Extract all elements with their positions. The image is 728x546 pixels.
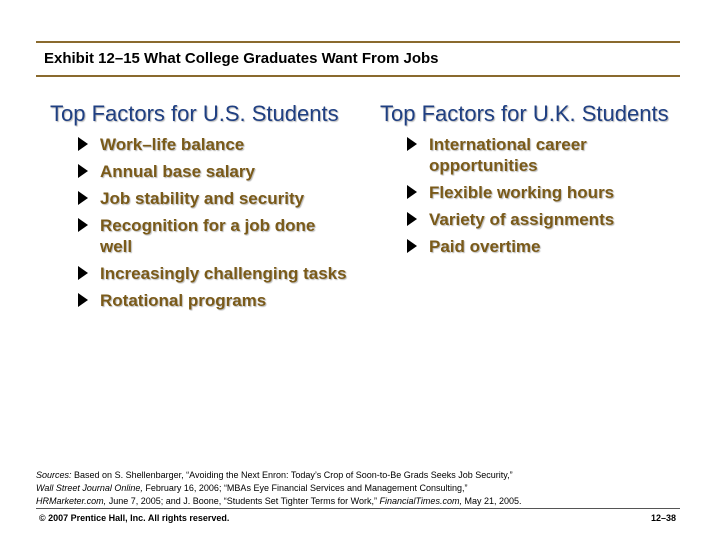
arrow-bullet-icon bbox=[78, 191, 88, 205]
list-item bbox=[50, 134, 350, 155]
us-factors-list bbox=[50, 134, 350, 311]
arrow-bullet-icon bbox=[78, 137, 88, 151]
list-item-text: Rotational programs bbox=[100, 291, 267, 310]
arrow-bullet-icon bbox=[407, 212, 417, 226]
top-rule bbox=[36, 41, 680, 43]
uk-factors-list bbox=[380, 134, 680, 257]
sources-note bbox=[36, 469, 686, 508]
list-item bbox=[380, 236, 680, 257]
arrow-bullet-icon bbox=[78, 266, 88, 280]
list-item bbox=[380, 182, 680, 203]
title-rule bbox=[36, 75, 680, 77]
list-item-text: Increasingly challenging tasks bbox=[100, 264, 347, 283]
sources-label: Sources: bbox=[36, 470, 72, 480]
list-item-text: Annual base salary bbox=[100, 162, 255, 181]
list-item bbox=[50, 215, 350, 257]
list-item-text: Recognition for a job done well bbox=[100, 216, 316, 256]
list-item-text: Flexible working hours bbox=[429, 183, 615, 202]
arrow-bullet-icon bbox=[407, 137, 417, 151]
arrow-bullet-icon bbox=[407, 239, 417, 253]
source-publication: HRMarketer.com, bbox=[36, 496, 107, 506]
us-factors-heading: Top Factors for U.S. Students bbox=[50, 101, 339, 126]
list-item bbox=[50, 161, 350, 182]
page-title: Exhibit 12–15 What College Graduates Want From Jobs bbox=[44, 50, 439, 67]
uk-factors-column bbox=[380, 101, 680, 263]
list-item bbox=[50, 188, 350, 209]
arrow-bullet-icon bbox=[78, 164, 88, 178]
source-publication: FinancialTimes.com, bbox=[379, 496, 462, 506]
list-item bbox=[50, 290, 350, 311]
list-item-text: International career opportunities bbox=[429, 135, 587, 175]
arrow-bullet-icon bbox=[407, 185, 417, 199]
sources-line-1: Sources: Based on S. Shellenbarger, “Avoiding the Next Enron: Today’s Crop of Soon-to-Be Grads Seeks Job Security,” bbox=[36, 470, 513, 480]
us-factors-column bbox=[50, 101, 350, 317]
arrow-bullet-icon bbox=[78, 293, 88, 307]
list-item bbox=[380, 134, 680, 176]
list-item bbox=[380, 209, 680, 230]
arrow-bullet-icon bbox=[78, 218, 88, 232]
list-item-text: Variety of assignments bbox=[429, 210, 615, 229]
source-publication: Wall Street Journal Online, bbox=[36, 483, 143, 493]
list-item-text: Job stability and security bbox=[100, 189, 305, 208]
sources-line-2: Wall Street Journal Online, February 16, 2006; “MBAs Eye Financial Services and Management Consulting,” bbox=[36, 483, 468, 493]
list-item-text: Work–life balance bbox=[100, 135, 245, 154]
page-number: 12–38 bbox=[651, 513, 677, 523]
footer-rule bbox=[36, 508, 680, 509]
uk-factors-heading: Top Factors for U.K. Students bbox=[380, 101, 669, 126]
copyright-notice: © 2007 Prentice Hall, Inc. All rights reserved. bbox=[39, 513, 230, 523]
list-item bbox=[50, 263, 350, 284]
list-item-text: Paid overtime bbox=[429, 237, 541, 256]
sources-line-3: HRMarketer.com, June 7, 2005; and J. Boone, “Students Set Tighter Terms for Work,” FinancialTimes.com, May 21, 2005. bbox=[36, 496, 522, 506]
